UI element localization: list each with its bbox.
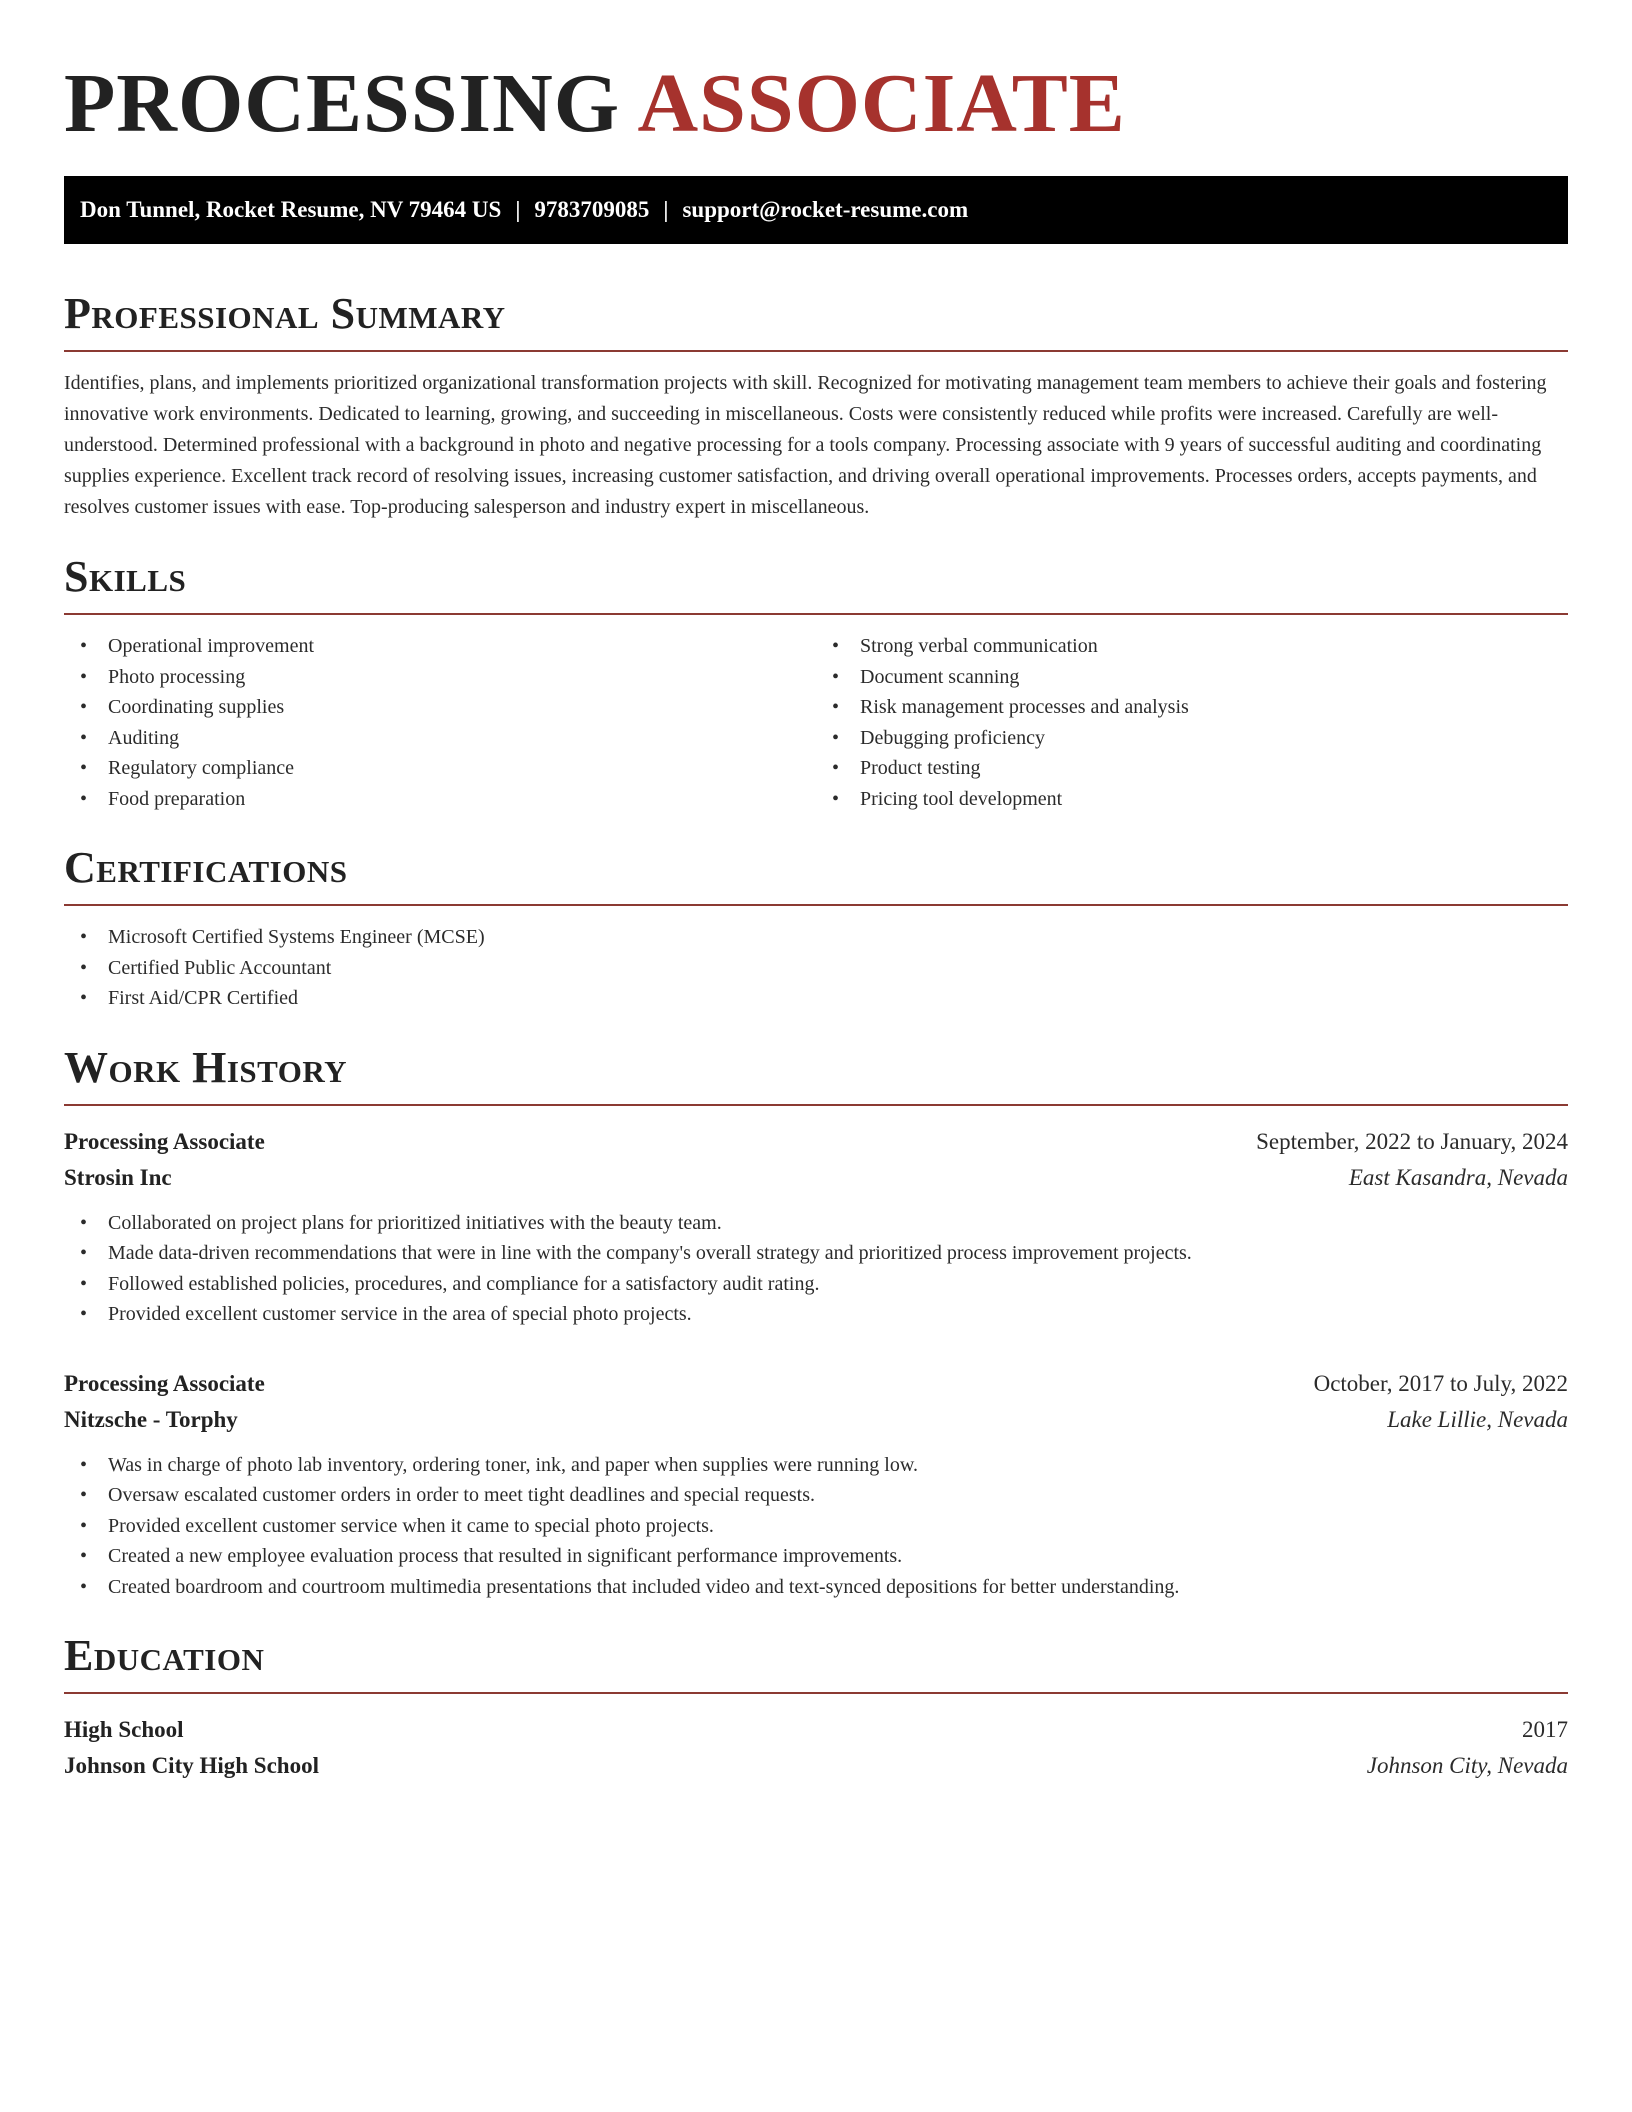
education-degree-row (64, 1712, 1568, 1748)
job-duty-item: • Created boardroom and courtroom multimedia presentations that included video and text-synced depositions for better understanding. (64, 1572, 1568, 1603)
job-duty-item: • Made data-driven recommendations that were in line with the company's overall strategy and prioritized process improvement projects. (64, 1238, 1568, 1269)
summary-section (64, 288, 1568, 523)
skill-item: • Food preparation (64, 784, 816, 815)
skill-item: • Pricing tool development (816, 784, 1568, 815)
skill-item: • Photo processing (64, 662, 816, 693)
job-company-row (64, 1160, 1568, 1196)
certification-item: • Microsoft Certified Systems Engineer (MCSE) (64, 922, 1568, 953)
skills-column-left (64, 631, 816, 814)
job-title-row (64, 1366, 1568, 1402)
skills-list-left (64, 631, 816, 814)
skill-item: • Strong verbal communication (816, 631, 1568, 662)
skills-heading: Skills (64, 551, 1568, 615)
education-location: Johnson City, Nevada (1366, 1753, 1568, 1778)
job-title-row (64, 1124, 1568, 1160)
education-school: Johnson City High School (64, 1753, 319, 1778)
resume-title (64, 58, 1568, 154)
contact-bar (64, 176, 1568, 244)
certifications-heading: Certifications (64, 842, 1568, 906)
certifications-list (64, 922, 1568, 1014)
job-company: Nitzsche - Torphy (64, 1406, 238, 1432)
skills-grid (64, 631, 1568, 814)
job-company-row (64, 1402, 1568, 1438)
education-degree: High School (64, 1717, 184, 1742)
job-location: Lake Lillie, Nevada (1387, 1406, 1568, 1432)
contact-separator: | (663, 197, 669, 222)
contact-separator: | (515, 197, 521, 222)
title-first-word: PROCESSING (64, 57, 621, 150)
certification-item: • Certified Public Accountant (64, 953, 1568, 984)
job-duty-item: • Was in charge of photo lab inventory, ordering toner, ink, and paper when supplies were running low. (64, 1450, 1568, 1481)
job-duty-item: • Created a new employee evaluation process that resulted in significant performance improvements. (64, 1541, 1568, 1572)
job-duty-item: • Provided excellent customer service when it came to special photo projects. (64, 1511, 1568, 1542)
education-year: 2017 (1522, 1717, 1568, 1742)
skill-item: • Coordinating supplies (64, 692, 816, 723)
education-heading: Education (64, 1630, 1568, 1694)
job-entry (64, 1366, 1568, 1603)
education-section (64, 1630, 1568, 1784)
skill-item: • Operational improvement (64, 631, 816, 662)
job-title: Processing Associate (64, 1370, 265, 1396)
job-entry (64, 1124, 1568, 1330)
job-title: Processing Associate (64, 1128, 265, 1154)
contact-phone: 9783709085 (534, 197, 650, 222)
job-duty-item: • Collaborated on project plans for prioritized initiatives with the beauty team. (64, 1208, 1568, 1239)
skill-item: • Document scanning (816, 662, 1568, 693)
job-duties-list (64, 1450, 1568, 1603)
skill-item: • Risk management processes and analysis (816, 692, 1568, 723)
contact-address: Don Tunnel, Rocket Resume, NV 79464 US (80, 197, 502, 222)
job-location: East Kasandra, Nevada (1348, 1164, 1568, 1190)
job-duty-item: • Followed established policies, procedures, and compliance for a satisfactory audit rating. (64, 1269, 1568, 1300)
skill-item: • Product testing (816, 753, 1568, 784)
job-company: Strosin Inc (64, 1164, 172, 1190)
job-duties-list (64, 1208, 1568, 1330)
education-school-row (64, 1748, 1568, 1784)
skills-section (64, 551, 1568, 814)
summary-heading: Professional Summary (64, 288, 1568, 352)
skill-item: • Regulatory compliance (64, 753, 816, 784)
title-second-word: ASSOCIATE (637, 57, 1126, 150)
skills-column-right (816, 631, 1568, 814)
job-duty-item: • Oversaw escalated customer orders in order to meet tight deadlines and special requests. (64, 1480, 1568, 1511)
work-history-section (64, 1042, 1568, 1603)
job-dates: September, 2022 to January, 2024 (1256, 1128, 1568, 1154)
certifications-section (64, 842, 1568, 1014)
skill-item: • Debugging proficiency (816, 723, 1568, 754)
skills-list-right (816, 631, 1568, 814)
job-duty-item: • Provided excellent customer service in the area of special photo projects. (64, 1299, 1568, 1330)
job-dates: October, 2017 to July, 2022 (1313, 1370, 1568, 1396)
contact-email: support@rocket-resume.com (682, 197, 969, 222)
education-entry (64, 1712, 1568, 1784)
certification-item: • First Aid/CPR Certified (64, 983, 1568, 1014)
work-history-heading: Work History (64, 1042, 1568, 1106)
skill-item: • Auditing (64, 723, 816, 754)
summary-text: Identifies, plans, and implements prioritized organizational transformation projects with skill. Recognized for motivating management team members to achieve their goals and fostering innovative work environments. Dedicated to learning, growing, and succeeding in miscellaneous. Costs were consistently reduced while profits were increased. Carefully are well-understood. Determined professional with a background in photo and negative processing for a tools company. Processing associate with 9 years of successful auditing and coordinating supplies experience. Excellent track record of resolving issues, increasing customer satisfaction, and driving overall operational improvements. Processes orders, accepts payments, and resolves customer issues with ease. Top-producing salesperson and industry expert in miscellaneous. (64, 372, 1547, 518)
